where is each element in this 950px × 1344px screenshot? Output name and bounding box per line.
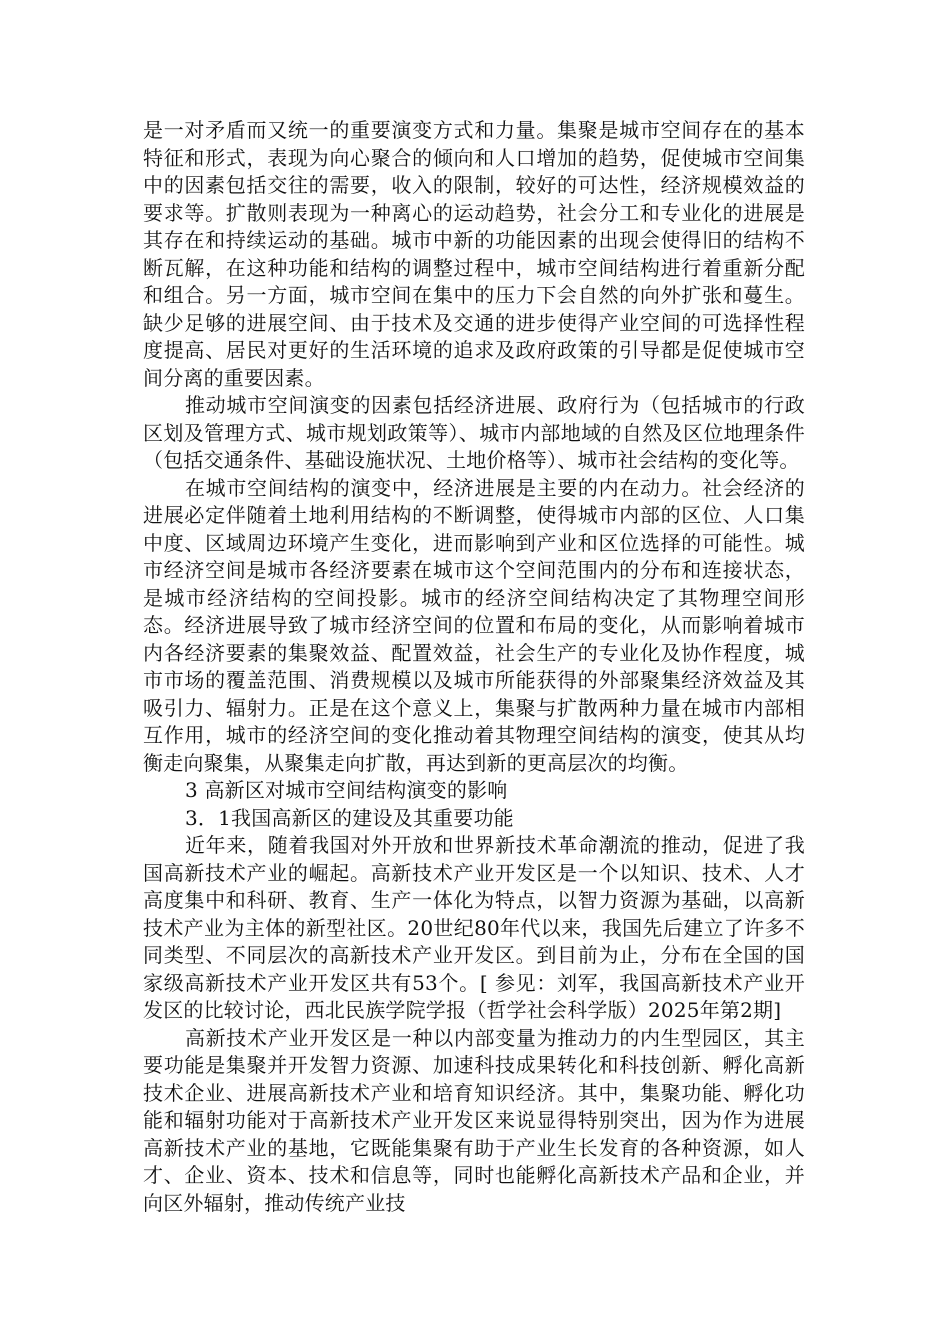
- section-heading: 3 高新区对城市空间结构演变的影响: [185, 778, 508, 802]
- paragraph-driving-factors: 推动城市空间演变的因素包括经济进展、政府行为（包括城市的行政区划及管理方式、城市规划政策等）、城市内部地域的自然及区位地理条件（包括交通条件、基础设施状况、土地价格等）、城市社会结构的变化等。: [143, 393, 805, 472]
- document-page: [143, 117, 805, 1217]
- paragraph-high-tech-zone-functions: 高新技术产业开发区是一种以内部变量为推动力的内生型园区，其主要功能是集聚并开发智力资源、加速科技成果转化和科技创新、孵化高新技术企业、进展高新技术产业和培育知识经济。其中，集聚功能、孵化功能和辐射功能对于高新技术产业开发区来说显得特别突出，因为作为进展高新技术产业的基地，它既能集聚有助于产业生长发育的各种资源，如人才、企业、资本、技术和信息等，同时也能孵化高新技术产品和企业，并向区外辐射，推动传统产业技: [143, 1025, 805, 1215]
- subsection-heading: 3．1我国高新区的建设及其重要功能: [185, 805, 514, 830]
- paragraph-economic-development: 在城市空间结构的演变中，经济进展是主要的内在动力。社会经济的进展必定伴随着土地利用结构的不断调整，使得城市内部的区位、人口集中度、区域周边环境产生变化，进而影响到产业和区位选择的可能性。城市经济空间是城市各经济要素在城市这个空间范围内的分布和连接状态，是城市经济结构的空间投影。城市的经济空间结构决定了其物理空间形态。经济进展导致了城市经济空间的位置和布局的变化，从而影响着城市内各经济要素的集聚效益、配置效益，社会生产的专业化及协作程度，城市市场的覆盖范围、消费规模以及城市所能获得的外部聚集经济效益及其吸引力、辐射力。正是在这个意义上，集聚与扩散两种力量在城市内部相互作用，城市的经济空间的变化推动着其物理空间结构的演变，使其从均衡走向聚集，从聚集走向扩散，再达到新的更高层次的均衡。: [143, 475, 805, 775]
- paragraph-continuation: 是一对矛盾而又统一的重要演变方式和力量。集聚是城市空间存在的基本特征和形式，表现为向心聚合的倾向和人口增加的趋势，促使城市空间集中的因素包括交往的需要，收入的限制，较好的可达性，经济规模效益的要求等。扩散则表现为一种离心的运动趋势，社会分工和专业化的进展是其存在和持续运动的基础。城市中新的功能因素的出现会使得旧的结构不断瓦解，在这种功能和结构的调整过程中，城市空间结构进行着重新分配和组合。另一方面，城市空间在集中的压力下会自然的向外扩张和蔓生。缺少足够的进展空间、由于技术及交通的进步使得产业空间的可选择性程度提高、居民对更好的生活环境的追求及政府政策的引导都是促使城市空间分离的重要因素。: [143, 118, 805, 390]
- paragraph-high-tech-zone-construction: 近年来，随着我国对外开放和世界新技术革命潮流的推动，促进了我国高新技术产业的崛起。高新技术产业开发区是一个以知识、技术、人才高度集中和科研、教育、生产一体化为特点，以智力资源为基础，以高新技术产业为主体的新型社区。20世纪80年代以来，我国先后建立了许多不同类型、不同层次的高新技术产业开发区。到目前为止，分布在全国的国家级高新技术产业开发区共有53个。[ 参见：刘军，我国高新技术产业开发区的比较讨论，西北民族学院学报（哲学社会科学版）2025年第2期]: [143, 833, 805, 1022]
